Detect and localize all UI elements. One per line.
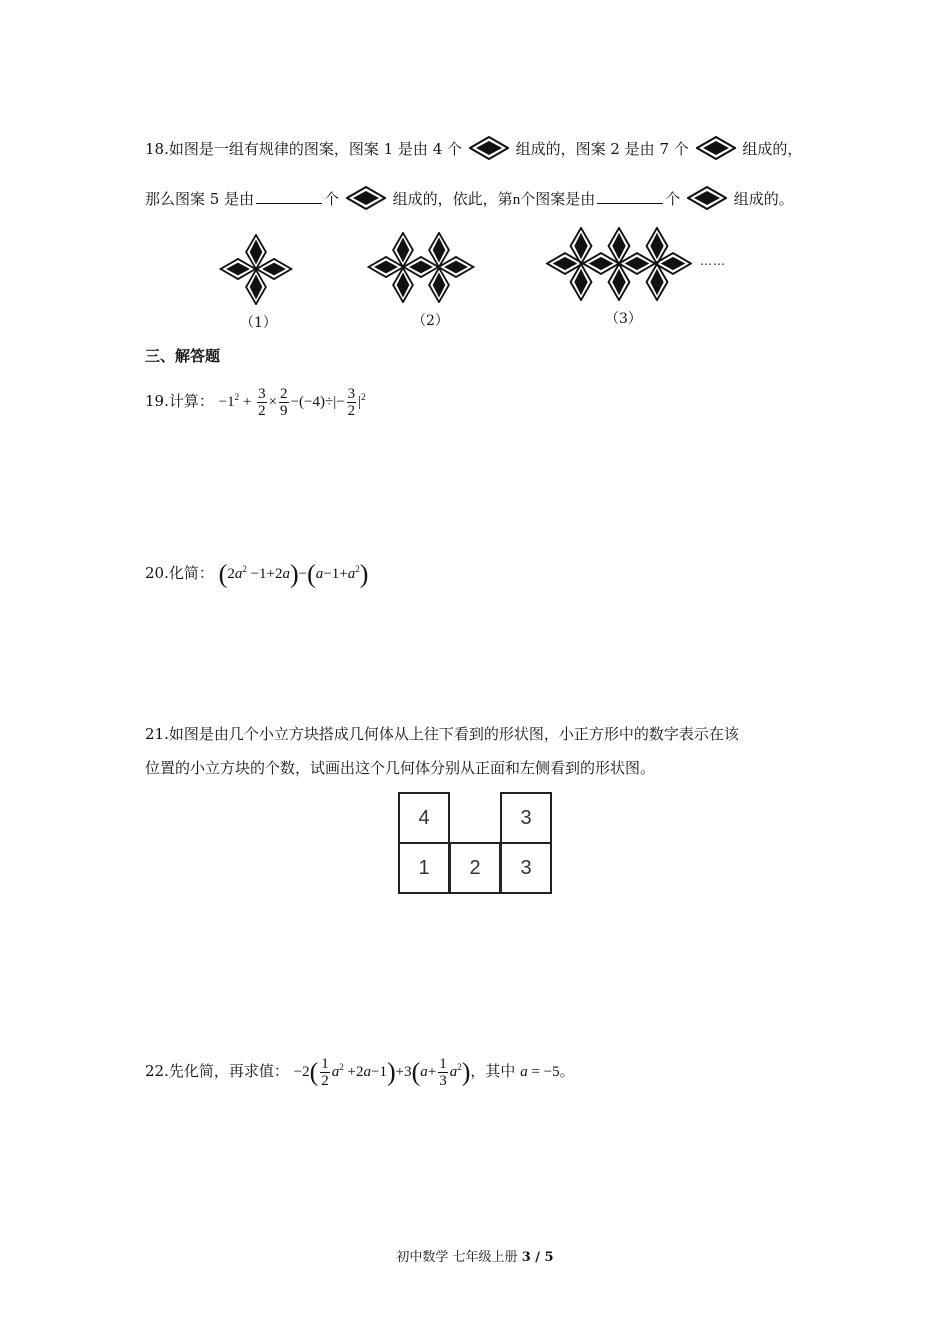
fraction: $\frac{3}{2}$ (347, 386, 356, 420)
grid-cell: 3 (500, 842, 552, 894)
q21-line1: 21.如图是由几个小立方块搭成几何体从上往下看到的形状图，小正方形中的数字表示在该 (145, 725, 739, 743)
q18-text: 18.如图是一组有规律的图案，图案 1 是由 4 个 (145, 140, 463, 158)
q19-label: 19.计算： (145, 392, 214, 410)
fraction: $\frac{2}{9}$ (280, 386, 288, 420)
footer-title: 初中数学 七年级上册 (396, 1250, 518, 1265)
pattern-ellipsis: …… (700, 254, 726, 268)
page-number: 3 / 5 (521, 1250, 554, 1265)
q19 (145, 377, 366, 422)
fraction: $\frac{3}{2}$ (258, 386, 266, 420)
diamond-tile-icon (346, 186, 386, 210)
q18-line1 (145, 136, 802, 160)
figure-label-2: （2） (412, 313, 449, 329)
page-footer (0, 1246, 950, 1265)
q22-condition: a = −5 (520, 1064, 560, 1080)
grid-cell: 4 (398, 792, 450, 844)
q22-text: 。 (559, 1062, 575, 1080)
diamond-tile-icon (687, 186, 727, 210)
pattern-figure-3 (545, 225, 693, 303)
q18-line2 (145, 186, 794, 210)
section-heading: 三、解答题 (145, 347, 221, 365)
fraction: $\frac{1}{2}$ (321, 1056, 329, 1090)
variable-n: n (512, 192, 521, 208)
q21-line2: 位置的小立方块的个数，试画出这个几何体分别从正面和左侧看到的形状图。 (145, 759, 656, 777)
pattern-figure-2 (365, 230, 477, 304)
q22-expression: −2( $\frac{1}{2}$ $a^2 +2a-1)+3(a+$ $\frac{1}{3}$ $a^2$) (293, 1056, 471, 1090)
answer-blank[interactable] (256, 189, 322, 204)
diamond-tile-icon (696, 136, 736, 160)
q22 (145, 1046, 575, 1094)
answer-blank[interactable] (597, 189, 663, 204)
q18-text: 个图案是由 (520, 190, 596, 208)
diamond-tile-icon (469, 136, 509, 160)
figure-label-1: （1） (240, 315, 277, 331)
fraction: $\frac{1}{3}$ (439, 1056, 447, 1090)
q18-text: 个 (665, 190, 681, 208)
q18-text: 组成的，依此，第 (392, 190, 513, 208)
q22-text: ，其中 (470, 1062, 516, 1080)
grid-cell: 1 (398, 842, 450, 894)
q18-text: 组成的，图案 2 是由 7 个 (515, 140, 689, 158)
figure-label-3: （3） (605, 311, 642, 327)
top-view-grid (398, 792, 554, 896)
q20-label: 20.化简： (145, 564, 214, 582)
grid-cell: 3 (500, 792, 552, 844)
grid-cell: 2 (449, 842, 501, 894)
q20-expression: $(2a^2 -1+2a)-(a-1+a^2)$ (218, 559, 369, 589)
q22-label: 22.先化简，再求值： (145, 1062, 289, 1080)
pattern-figure-1 (215, 232, 297, 306)
q19-expression: $-1^2$ + $\frac{3}{2}$ × $\frac{2}{9}$ −(−4)÷|− $\frac{3}{2}$ $|^2$ (218, 386, 366, 420)
q18-text: 那么图案 5 是由 (145, 190, 255, 208)
q18-text: 个 (324, 190, 340, 208)
q18-text: 组成的， (742, 140, 803, 158)
q20 (145, 555, 368, 589)
q18-text: 组成的。 (733, 190, 794, 208)
